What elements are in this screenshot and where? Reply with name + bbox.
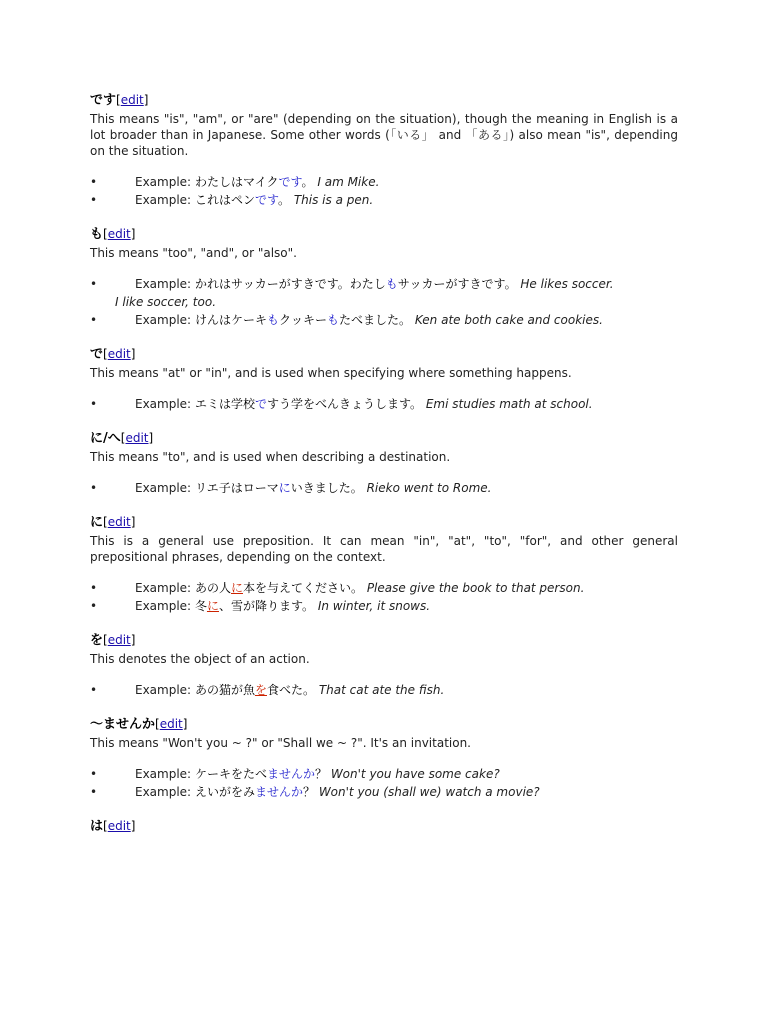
section-description: This denotes the object of an action. — [90, 652, 310, 666]
list-item: • Example: エミは学校ですう学をべんきょうします。 Emi studies math at school. — [90, 397, 593, 411]
list-item: • Example: あの猫が魚を食べた。 That cat ate the fish. — [90, 683, 445, 697]
section-description: This means "Won't you ~ ?" or "Shall we ~ ?". It's an invitation. — [90, 736, 471, 750]
bullet-icon: • — [90, 175, 98, 189]
section-heading: を[edit] — [90, 633, 136, 648]
bullet-icon: • — [90, 581, 98, 595]
section-heading: に/へ[edit] — [90, 431, 154, 446]
section-heading: も[edit] — [90, 227, 136, 242]
examples-list — [90, 681, 678, 699]
section-description: This is a general use preposition. It can mean "in", "at", "to", "for", and other general prepositional phrases, depending on the context. — [90, 534, 678, 564]
bullet-icon: • — [90, 767, 98, 781]
section-heading: で[edit] — [90, 347, 136, 362]
list-item: • Example: けんはケーキもクッキーもたべました。 Ken ate both cake and cookies. — [90, 313, 603, 327]
edit-link[interactable]: edit — [107, 515, 131, 529]
section-heading: に[edit] — [90, 515, 136, 530]
section-description: This means "to", and is used when describing a destination. — [90, 450, 451, 464]
edit-link[interactable]: edit — [107, 227, 131, 241]
bullet-icon: • — [90, 683, 98, 697]
list-item: • Example: かれはサッカーがすきです。わたしもサッカーがすきです。 He likes soccer. I like soccer, too. — [90, 277, 614, 309]
bullet-icon: • — [90, 785, 98, 799]
edit-link[interactable]: edit — [159, 717, 183, 731]
edit-link[interactable]: edit — [107, 633, 131, 647]
edit-link[interactable]: edit — [120, 93, 144, 107]
examples-list — [90, 395, 678, 413]
section-heading: です[edit] — [90, 93, 149, 108]
section-description: This means "is", "am", or "are" (depending on the situation), though the meaning in English is a lot broader than in Japanese. Some other words (「いる」 and 「ある」) also mean "is", depending on the situation. — [90, 112, 678, 158]
section-de — [90, 346, 678, 413]
section-ni-he — [90, 430, 678, 497]
list-item: • Example: わたしはマイクです。 I am Mike. — [90, 175, 380, 189]
bullet-icon: • — [90, 481, 98, 495]
examples-list — [90, 579, 678, 615]
bullet-icon: • — [90, 313, 98, 327]
section-description: This means "too", "and", or "also". — [90, 246, 297, 260]
bullet-icon: • — [90, 397, 98, 411]
section-wo — [90, 632, 678, 699]
edit-link[interactable]: edit — [125, 431, 149, 445]
document-body — [90, 92, 678, 835]
section-mo — [90, 226, 678, 329]
bullet-icon: • — [90, 599, 98, 613]
section-description: This means "at" or "in", and is used when specifying where something happens. — [90, 366, 572, 380]
examples-list — [90, 173, 678, 209]
bullet-icon: • — [90, 277, 98, 291]
section-heading: は[edit] — [90, 819, 136, 834]
section-heading: ～ませんか[edit] — [90, 717, 188, 732]
examples-list — [90, 765, 678, 801]
section-masenka — [90, 716, 678, 801]
list-item: • Example: 冬に、雪が降ります。 In winter, it snows. — [90, 599, 431, 613]
section-desu — [90, 92, 678, 209]
list-item: • Example: ケーキをたべませんか？ Won't you have some cake? — [90, 767, 500, 781]
section-wa — [90, 818, 678, 835]
bullet-icon: • — [90, 193, 98, 207]
list-item: • Example: あの人に本を与えてください。 Please give the book to that person. — [90, 581, 585, 595]
edit-link[interactable]: edit — [107, 819, 131, 833]
section-ni — [90, 514, 678, 615]
list-item: • Example: これはペンです。 This is a pen. — [90, 193, 374, 207]
examples-list — [90, 275, 678, 329]
list-item: • Example: リエ子はローマにいきました。 Rieko went to Rome. — [90, 481, 492, 495]
examples-list — [90, 479, 678, 497]
list-item: • Example: えいがをみませんか？ Won't you (shall we) watch a movie? — [90, 785, 540, 799]
edit-link[interactable]: edit — [107, 347, 131, 361]
